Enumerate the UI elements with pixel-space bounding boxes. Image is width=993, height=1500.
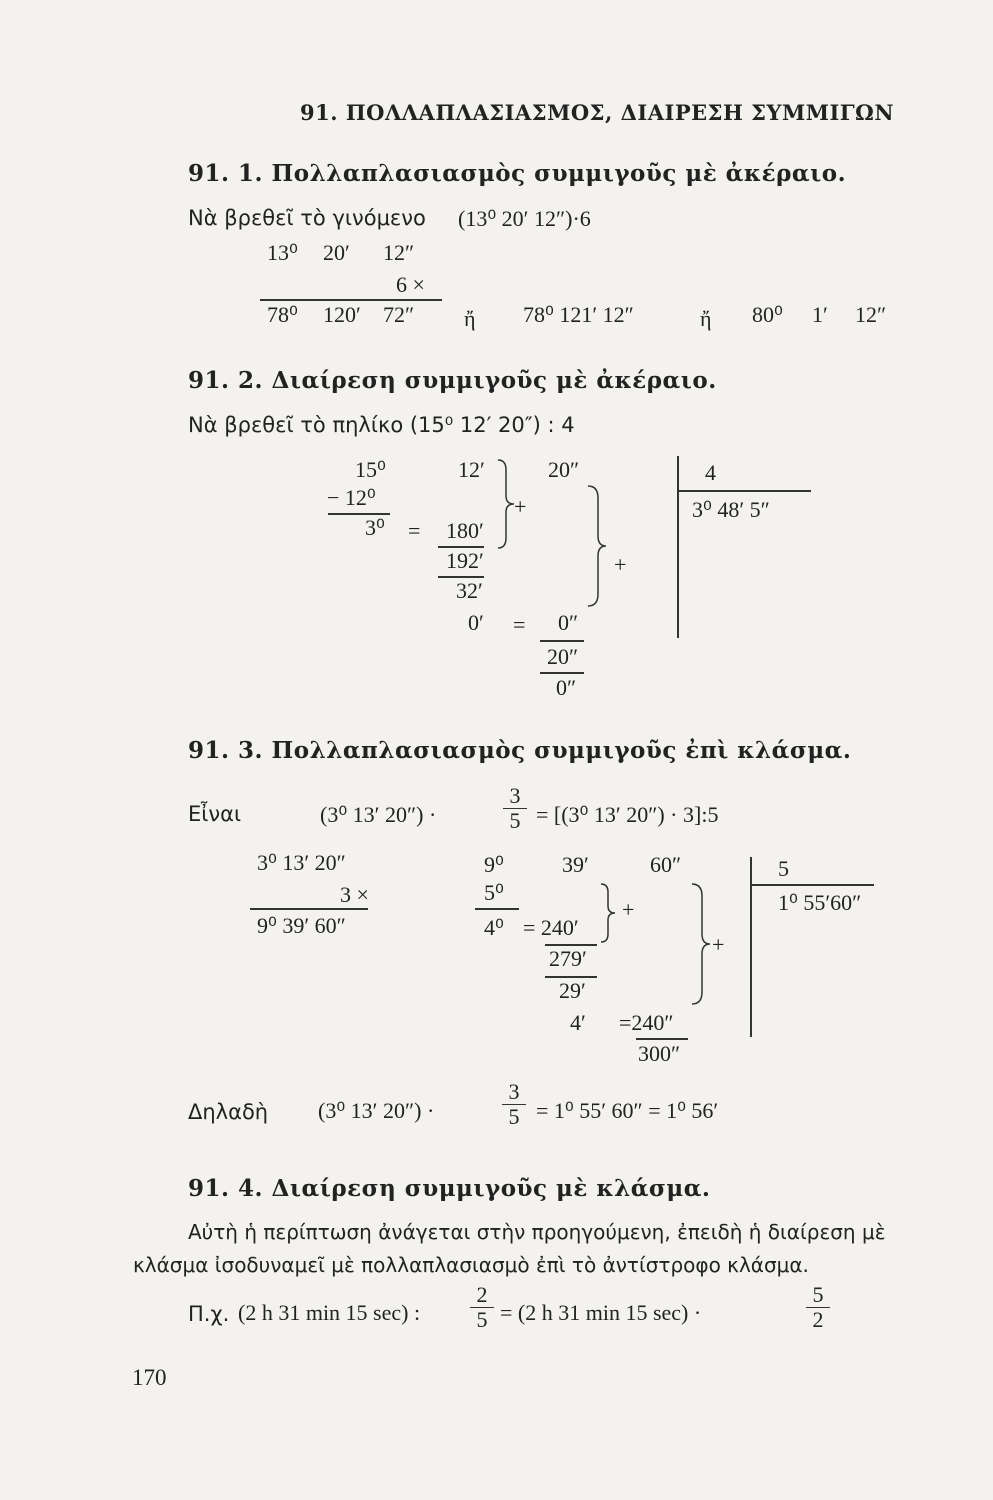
- s1-expression: (13⁰ 20′ 12″)·6: [458, 206, 591, 231]
- s3-mult-row1: 3⁰ 13′ 20″: [257, 850, 346, 875]
- s3-sub-deg: 5⁰: [484, 880, 504, 905]
- s3-result-den: 5: [502, 1104, 526, 1129]
- s2-subtract-deg: − 12⁰: [327, 485, 376, 510]
- section-3-title: 91. 3. Πολλαπλασιασμὸς συμμιγοῦς ἐπὶ κλάσμα.: [188, 737, 852, 764]
- s4-example-label: Π.χ.: [188, 1302, 230, 1326]
- s3-eq-sec: =240″: [619, 1010, 674, 1035]
- s3-mult-line: [250, 908, 368, 910]
- s3-frac-num: 3: [509, 783, 521, 808]
- s3-division-horizontal: [750, 884, 874, 886]
- s3-result-num: 3: [508, 1079, 520, 1104]
- s3-plus-2: +: [712, 932, 725, 957]
- s2-remainder-min: 0′: [468, 610, 484, 635]
- s2-dividend-deg: 15⁰: [355, 457, 386, 482]
- s3-sum-sec: 300″: [638, 1041, 681, 1066]
- s2-sum-sec: 20″: [547, 644, 579, 669]
- s3-result-left: (3⁰ 13′ 20″) ·: [318, 1098, 435, 1123]
- running-header: 91. ΠΟΛΛΑΠΛΑΣΙΑΣΜΟΣ, ΔΙΑΙΡΕΣΗ ΣΥΜΜΙΓΩΝ: [300, 100, 895, 125]
- s2-sub-min: 32′: [456, 578, 483, 603]
- s4-frac2-den: 2: [806, 1307, 830, 1332]
- s3-rem-deg: 4⁰: [484, 915, 504, 940]
- s3-result-fraction: [502, 1080, 526, 1129]
- s4-fraction-1: [470, 1283, 494, 1332]
- s4-example-mid: = (2 h 31 min 15 sec) ·: [500, 1300, 702, 1325]
- s3-quotient: 1⁰ 55′60″: [778, 890, 862, 915]
- s2-remainder-deg: 3⁰: [365, 515, 385, 540]
- s1-alt2-deg: 80⁰: [752, 302, 783, 327]
- s4-frac1-num: 2: [476, 1282, 488, 1307]
- s4-fraction-2: [806, 1283, 830, 1332]
- s3-dhladh: Δηλαδὴ: [188, 1100, 269, 1124]
- s2-brace-sec: [584, 484, 614, 608]
- s2-plus-2: +: [614, 552, 627, 577]
- s3-mult-multiplier: 3 ×: [340, 882, 369, 907]
- s2-division-horizontal: [677, 490, 811, 492]
- s2-divisor: 4: [705, 460, 716, 485]
- s3-div-sec: 60″: [650, 852, 682, 877]
- s2-converted-sec: 0″: [558, 610, 579, 635]
- s1-or-1: ἤ: [464, 306, 476, 331]
- s3-expr-left: (3⁰ 13′ 20″) ·: [320, 802, 437, 827]
- s3-sub-min: 29′: [559, 978, 586, 1003]
- section-1-title: 91. 1. Πολλαπλασιασμὸς συμμιγοῦς μὲ ἀκέραιο.: [188, 160, 847, 187]
- s3-div-deg: 9⁰: [484, 852, 504, 877]
- s1-row1-deg: 13⁰: [267, 240, 298, 265]
- s2-dividend-min: 12′: [458, 457, 485, 482]
- s1-intro: Νὰ βρεθεῖ τὸ γινόμενο: [188, 206, 426, 230]
- s1-alt2-sec: 12″: [855, 302, 887, 327]
- s2-intro: Νὰ βρεθεῖ τὸ πηλίκο (15⁰ 12′ 20″) : 4: [188, 413, 575, 437]
- s1-result-deg: 78⁰: [267, 302, 298, 327]
- s2-plus-1: +: [514, 494, 527, 519]
- s3-rem-min: 4′: [570, 1010, 586, 1035]
- s2-line-sec-1: [540, 640, 584, 642]
- s3-sum-min: 279′: [549, 946, 587, 971]
- s2-converted-min: 180′: [446, 518, 484, 543]
- s4-paragraph-line1: Αὐτὴ ἡ περίπτωση ἀνάγεται στὴν προηγούμενη, ἐπειδὴ ἡ διαίρεση μὲ: [188, 1220, 886, 1244]
- s1-multiplier: 6 ×: [396, 272, 425, 297]
- s3-mult-result: 9⁰ 39′ 60″: [257, 913, 346, 938]
- s1-result-min: 120′: [323, 302, 361, 327]
- s3-brace-min: [598, 882, 624, 944]
- s4-frac1-den: 5: [470, 1307, 494, 1332]
- s3-fraction: [503, 784, 527, 833]
- s3-result-right: = 1⁰ 55′ 60″ = 1⁰ 56′: [536, 1098, 719, 1123]
- s3-eq-min: = 240′: [523, 915, 579, 940]
- s3-line-deg: [475, 908, 519, 910]
- s4-paragraph-line2: κλάσμα ἰσοδυναμεῖ μὲ πολλαπλασιασμὸ ἐπὶ τὸ ἀντίστροφο κλάσμα.: [133, 1253, 809, 1277]
- s1-row1-sec: 12″: [383, 240, 415, 265]
- s1-alt2-min: 1′: [812, 302, 828, 327]
- s1-alt-1: 78⁰ 121′ 12″: [523, 302, 634, 327]
- s2-sum-min: 192′: [446, 548, 484, 573]
- s2-remainder-sec: 0″: [556, 675, 577, 700]
- s4-frac2-num: 5: [812, 1282, 824, 1307]
- s2-line-sec-2: [540, 672, 584, 674]
- s3-frac-den: 5: [503, 808, 527, 833]
- s3-einai: Εἶναι: [188, 802, 242, 826]
- s1-result-sec: 72″: [383, 302, 415, 327]
- s3-expr-right: = [(3⁰ 13′ 20″) · 3]:5: [536, 802, 719, 827]
- s2-equals-2: =: [513, 612, 526, 637]
- s3-div-min: 39′: [562, 852, 589, 877]
- s3-line-sec: [636, 1038, 688, 1040]
- s1-or-2: ἤ: [700, 306, 712, 331]
- s2-quotient: 3⁰ 48′ 5″: [692, 497, 770, 522]
- page-number: 170: [132, 1365, 167, 1390]
- s1-result-line: [260, 299, 442, 301]
- s2-dividend-sec: 20″: [548, 457, 580, 482]
- s3-divisor: 5: [778, 856, 789, 881]
- section-2-title: 91. 2. Διαίρεση συμμιγοῦς μὲ ἀκέραιο.: [188, 367, 717, 394]
- s3-plus-1: +: [622, 897, 635, 922]
- s2-division-vertical: [677, 456, 679, 638]
- s4-example-left: (2 h 31 min 15 sec) :: [238, 1300, 421, 1325]
- section-4-title: 91. 4. Διαίρεση συμμιγοῦς μὲ κλάσμα.: [188, 1175, 711, 1202]
- s2-equals-1: =: [408, 518, 421, 543]
- s1-row1-min: 20′: [323, 240, 350, 265]
